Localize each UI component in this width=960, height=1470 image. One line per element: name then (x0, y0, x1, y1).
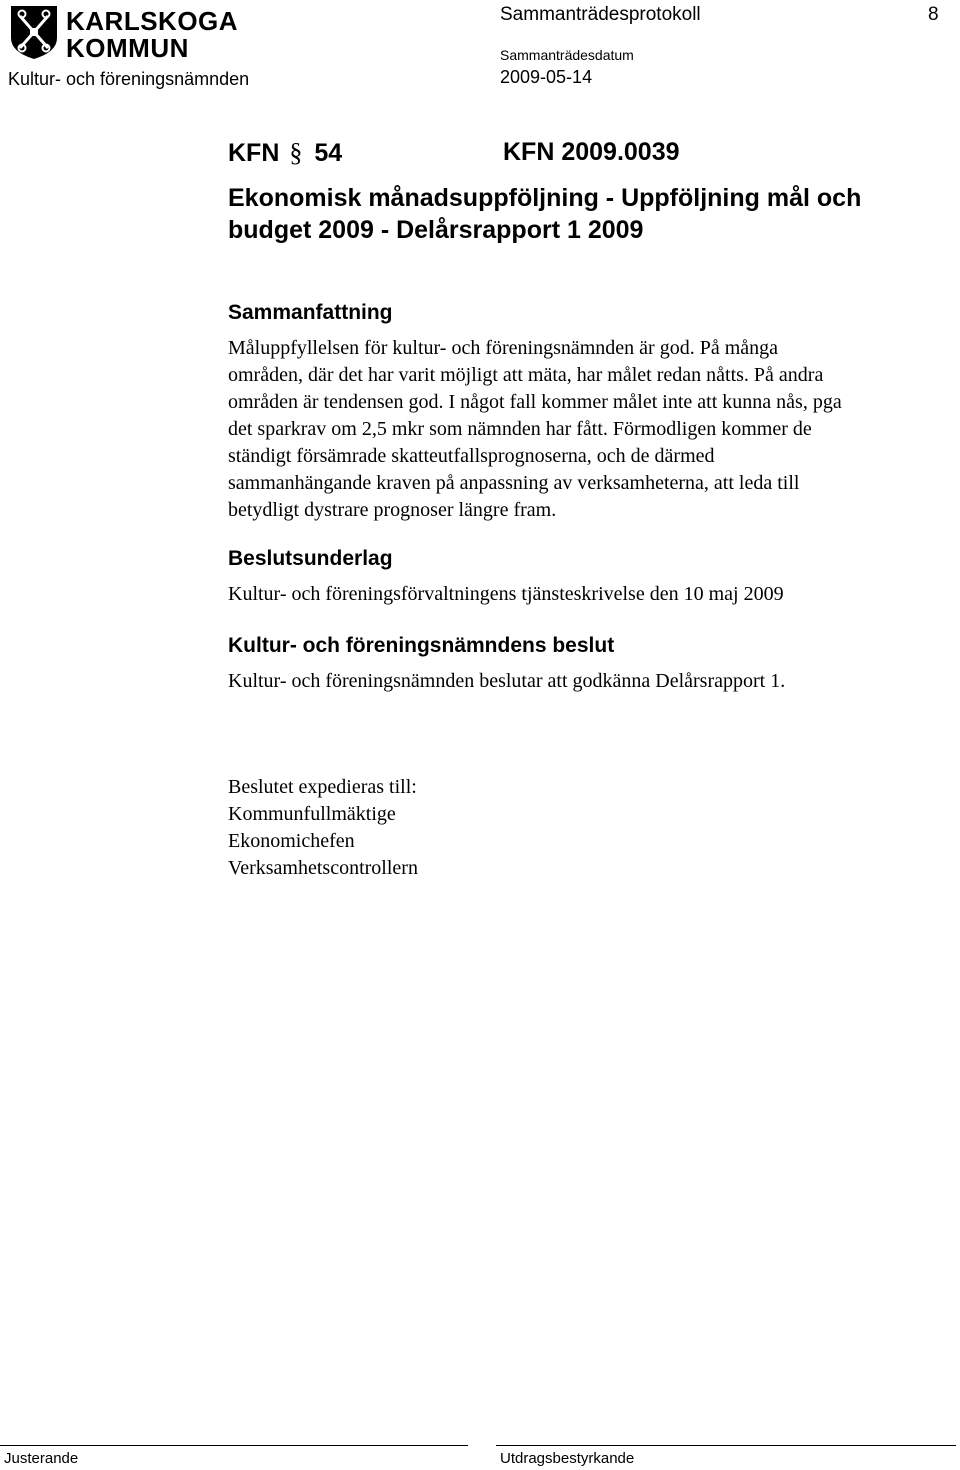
basis-heading: Beslutsunderlag (228, 547, 393, 570)
logo-wordmark-line1: KARLSKOGA (66, 6, 239, 36)
paragraph-heading (228, 138, 342, 168)
case-title-line2: budget 2009 - Delårsrapport 1 2009 (228, 216, 644, 244)
summary-heading: Sammanfattning (228, 301, 393, 324)
footer-utdragsbestyrkande-label: Utdragsbestyrkande (500, 1450, 635, 1467)
footer-justerande-label: Justerande (4, 1450, 79, 1467)
municipality-crest-icon (8, 4, 60, 60)
distribution-recipient: Kommunfullmäktige (228, 803, 396, 825)
distribution-recipient: Verksamhetscontrollern (228, 857, 418, 879)
case-reference: KFN 2009.0039 (503, 138, 680, 166)
summary-line: Måluppfyllelsen för kultur- och föreningsnämnden är god. På många (228, 337, 779, 359)
paragraph-number: 54 (314, 139, 343, 167)
case-title-line1: Ekonomisk månadsuppföljning - Uppföljning mål och (228, 184, 862, 212)
committee-name: Kultur- och föreningsnämnden (8, 69, 250, 89)
summary-line: det sparkrav om 2,5 mkr som nämnden har fått. Förmodligen kommer de (228, 418, 812, 440)
summary-line: sammanhängande kraven på anpassning av verksamheterna, att leda till (228, 472, 800, 494)
logo-wordmark-line2: KOMMUN (66, 33, 189, 63)
section-sign: § (289, 138, 303, 167)
meeting-date-label: Sammanträdesdatum (500, 47, 634, 63)
footer-signature-line-right (496, 1445, 956, 1446)
distribution-recipient: Ekonomichefen (228, 830, 355, 852)
document-type: Sammanträdesprotokoll (500, 4, 701, 25)
footer-signature-line-left (0, 1445, 468, 1446)
summary-line: områden, där det har varit möjligt att mäta, har målet redan nåtts. På andra (228, 364, 824, 386)
summary-line: områden är tendensen god. I något fall kommer målet inte att kunna nås, pga (228, 391, 842, 413)
decision-text: Kultur- och föreningsnämnden beslutar att godkänna Delårsrapport 1. (228, 670, 786, 692)
summary-line: ständigt försämrade skatteutfallsprognoserna, och de därmed (228, 445, 715, 467)
paragraph-prefix: KFN (228, 139, 280, 167)
meeting-date-value: 2009-05-14 (500, 67, 593, 87)
basis-text: Kultur- och föreningsförvaltningens tjänsteskrivelse den 10 maj 2009 (228, 583, 784, 605)
summary-line: betydligt dystrare prognoser längre fram. (228, 499, 557, 521)
page-number: 8 (928, 4, 939, 25)
decision-heading: Kultur- och föreningsnämndens beslut (228, 634, 615, 657)
distribution-label: Beslutet expedieras till: (228, 776, 417, 798)
